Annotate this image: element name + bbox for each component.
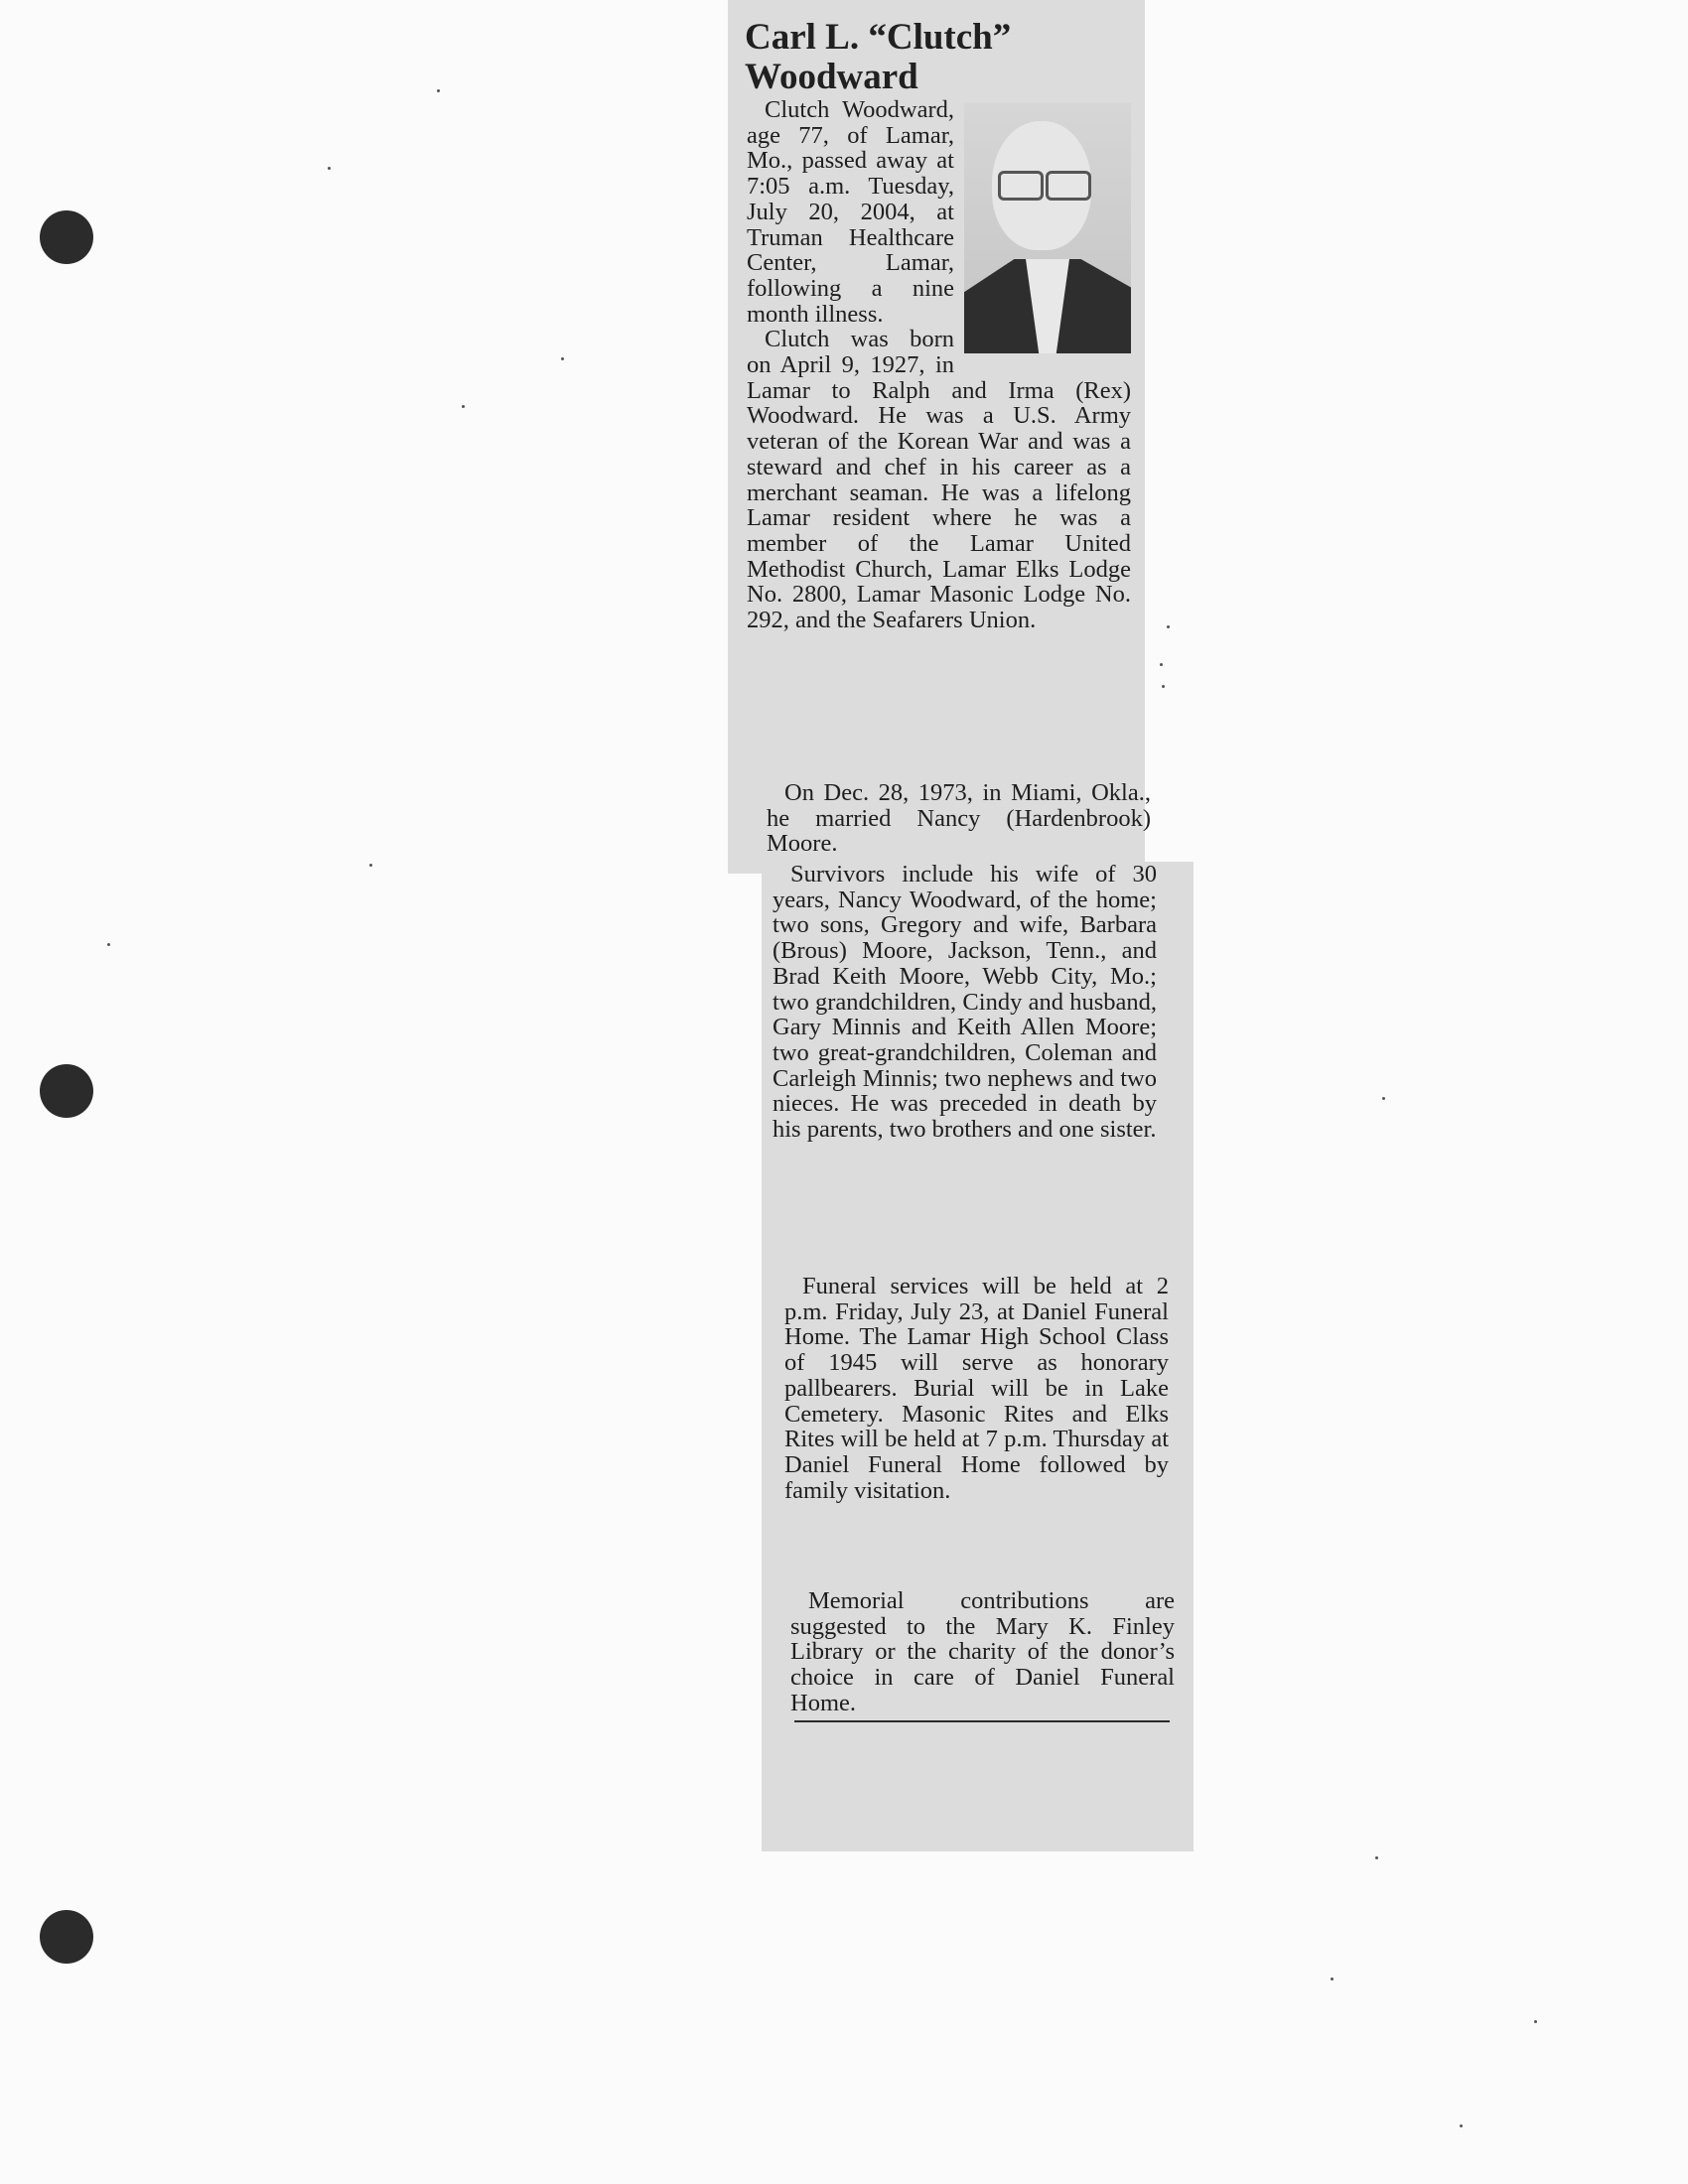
speck [1382,1097,1385,1100]
obituary-paragraph: Funeral services will be held at 2 p.m. Friday, July 23, at Daniel Funeral Home. The Lamar High School Class of 1945 will serve as honorary pallbearers. Burial will be in Lake Cemetery. Masonic Rites and Elks Rites will be held at 7 p.m. Thursday at Daniel Funeral Home followed by family visitation. [784,1273,1169,1504]
speck [1160,663,1163,666]
obituary-opening [747,97,1131,633]
speck [1331,1978,1334,1980]
punch-hole-top [40,210,93,264]
speck [369,864,372,867]
obituary-paragraph: Clutch Woodward, age 77, of Lamar, Mo., passed away at 7:05 a.m. Tuesday, July 20, 2004, at Truman Healthcare Center, Lamar, following a nine month illness. [747,96,954,328]
obituary-survivors [773,862,1157,1143]
speck [1162,685,1165,688]
closing-rule [794,1720,1170,1722]
obituary-paragraph: Survivors include his wife of 30 years, Nancy Woodward, of the home; two sons, Gregory and wife, Barbara (Brous) Moore, Jackson, Tenn., and Brad Keith Moore, Webb City, Mo.; two grandchildren, Cindy and husband, Gary Minnis and Keith Allen Moore; two great-grandchildren, Coleman and Carleigh Minnis; two nephews and two nieces. He was preceded in death by his parents, two brothers and one sister. [773,861,1157,1144]
speck [1460,2124,1463,2127]
obituary-marriage [767,780,1151,857]
speck [1375,1856,1378,1859]
obituary-paragraph: Memorial contributions are suggested to the Mary K. Finley Library or the charity of the donor’s choice in care of Daniel Funeral Home. [790,1587,1175,1716]
obituary-memorials [790,1588,1175,1716]
speck [1534,2020,1537,2023]
obituary-paragraph: On Dec. 28, 1973, in Miami, Okla., he married Nancy (Hardenbrook) Moore. [767,779,1151,858]
obituary-services [784,1274,1169,1503]
speck [437,89,440,92]
punch-hole-middle [40,1064,93,1118]
obituary-headline: Carl L. “Clutch” Woodward [745,17,1012,97]
punch-hole-bottom [40,1910,93,1964]
speck [1167,625,1170,628]
speck [328,167,331,170]
speck [462,405,465,408]
portrait-photo [964,103,1131,353]
speck [107,943,110,946]
speck [561,357,564,360]
obituary-paragraph: Clutch was born on April 9, 1927, in Lamar to Ralph and Irma (Rex) Woodward. He was a U.S. Army veteran of the Korean War and was a steward and chef in his career as a merchant seaman. He was a lifelong Lamar resident where he was a member of the Lamar United Methodist Church, Lamar Elks Lodge No. 2800, Lamar Masonic Lodge No. 292, and the Seafarers Union. [747,326,1131,634]
